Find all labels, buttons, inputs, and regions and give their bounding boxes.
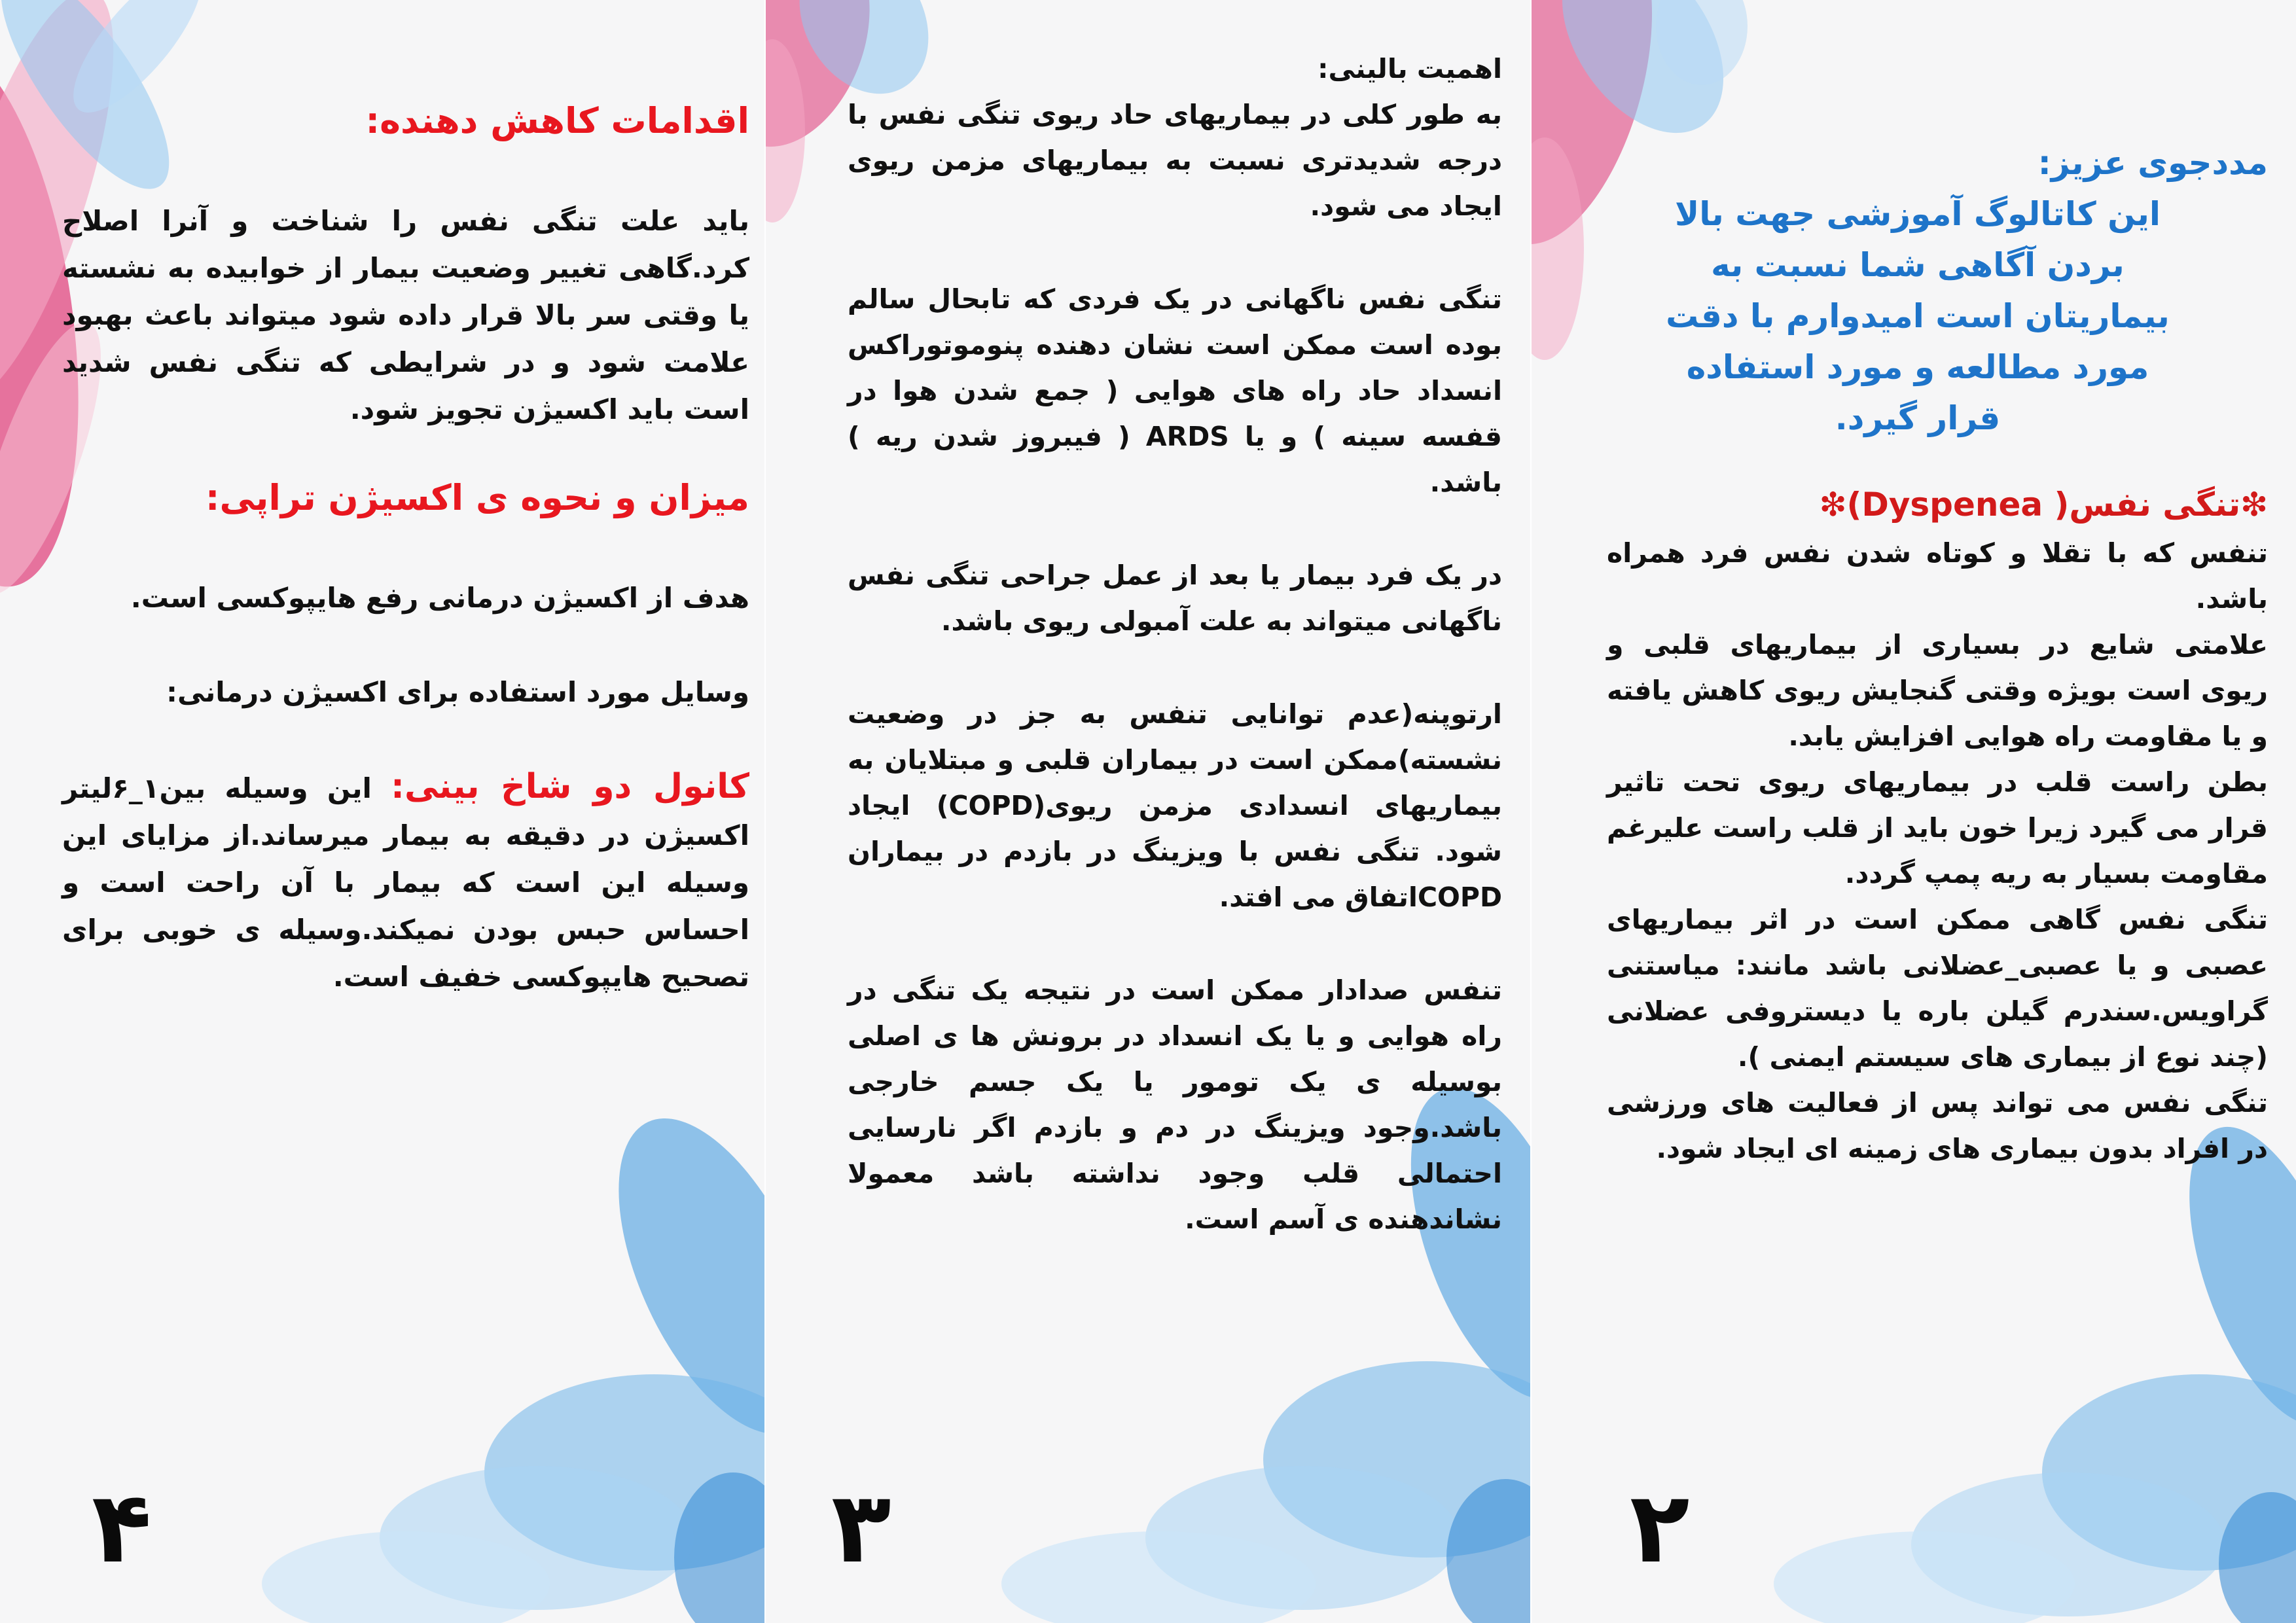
ards-term: ARDS bbox=[1145, 421, 1229, 452]
page-4-panel bbox=[0, 0, 764, 1623]
heading-dyspnea: ❇تنگی نفس( Dyspenea)❇ bbox=[1819, 486, 2268, 524]
paragraph-right-ventricle: بطن راست قلب در بیماریهای ریوی تحت تاثیر قرار می گیرد زیرا خون باید از قلب راست علیرغم مقاومت بسیار به ریه پمپ گردد. bbox=[1607, 766, 2268, 889]
orthopnea-text-2: ) ایجاد شود. تنگی نفس با ویزینگ در بازدم در بیماران bbox=[848, 790, 1502, 867]
greeting-heading: مددجوی عزیز: bbox=[2037, 144, 2268, 182]
paragraph-noisy-breathing: تنفس صدادار ممکن است در نتیجه یک تنگی در راه هوایی و یا یک انسداد در برونش ها ی اصلی بوسیله ی یک تومور یا یک جسم خارجی باشد.وجود ویزینگ در دم و بازدم اگر نارسایی احتمالی قلب وجود نداشته باشد معمولا نشاندهنده ی آسم است. bbox=[848, 974, 1502, 1235]
page-number: ۲ bbox=[1630, 1471, 1690, 1585]
paragraph-reducing-measures: باید علت تنگی نفس را شناخت و آنرا اصلاح کرد.گاهی تغییر وضعیت بیمار از خوابیده به نشسته یا وقتی سر بالا قرار داده شود میتواند باعث بهبود علامت شود و در شرایطی که تنگی نفس شدید است باید اکسیژن تجویز شود. bbox=[62, 205, 749, 425]
paragraph-common-symptom: علامتی شایع در بسیاری از بیماریهای قلبی و ریوی است بویژه وقتی گنجایش ریوی کاهش یافته و یا مقاومت راه هوایی افزایش یابد. bbox=[1607, 629, 2268, 752]
page-number: ۳ bbox=[831, 1471, 891, 1585]
nasal-cannula-text: این وسیله بین۱_۶لیتر اکسیژن در دقیقه به بیمار میرساند.از مزایای این وسیله این است که بیمار با آن راحت است و احساس حبس بودن نمیکند.وسیله ی خوبی برای تصحیح هایپوکسی خفیف است. bbox=[62, 772, 749, 993]
heading-oxygen-therapy: میزان و نحوه ی اکسیژن تراپی: bbox=[205, 477, 749, 518]
paragraph-neuromuscular: تنگی نفس گاهی ممکن است در اثر بیماریهای عصبی و یا عصبی_عضلانی باشد مانند: میاستنی گراویس.سندرم گیلن باره یا دیستروفی عضلانی (چند نوع از بیماری های سیستم ایمنی ). bbox=[1607, 904, 2268, 1073]
paragraph-sudden-dyspnea bbox=[848, 276, 1502, 505]
page-3-panel bbox=[766, 0, 1530, 1623]
paragraph-pulmonary-embolism: در یک فرد بیمار یا بعد از عمل جراحی تنگی نفس ناگهانی میتواند به علت آمبولی ریوی باشد. bbox=[848, 560, 1502, 637]
intro-paragraph: این کاتالوگ آموزشی جهت بالا بردن آگاهی شما نسبت به بیماریتان است امیدوارم با دقت مورد مطالعه و مورد استفاده قرار گیرد. bbox=[1666, 195, 2170, 437]
paragraph-nasal-cannula bbox=[62, 763, 749, 1001]
page-2-panel bbox=[1532, 0, 2296, 1623]
paragraph-acute-vs-chronic: به طور کلی در بیماریهای حاد ریوی تنگی نفس با درجه شدیدتری نسبت به بیماریهای مزمن ریوی ایجاد می شود. bbox=[848, 99, 1502, 222]
copd-term: COPD bbox=[948, 790, 1033, 821]
heading-reducing-measures: اقدامات کاهش دهنده: bbox=[365, 100, 749, 141]
page-number: ۴ bbox=[92, 1471, 152, 1585]
sudden-dyspnea-text-end: ( فیبروز شدن ریه ) باشد. bbox=[848, 421, 1502, 498]
heading-clinical-importance: اهمیت بالینی: bbox=[1318, 53, 1502, 84]
paragraph-exercise: تنگی نفس می تواند پس از فعالیت های ورزشی در افراد بدون بیماری های زمینه ای ایجاد شود. bbox=[1607, 1087, 2268, 1164]
orthopnea-text-3: اتفاق می افتد. bbox=[1219, 882, 1418, 913]
paragraph-definition: تنفس که با تقلا و کوتاه شدن نفس فرد همراه باشد. bbox=[1607, 537, 2268, 615]
paragraph-orthopnea bbox=[848, 691, 1502, 920]
paragraph-oxygen-goal: هدف از اکسیژن درمانی رفع هایپوکسی است. bbox=[130, 582, 749, 614]
copd-term-2: COPD bbox=[1417, 882, 1502, 913]
heading-nasal-cannula: کانول دو شاخ بینی: bbox=[391, 767, 749, 806]
paragraph-oxygen-devices: وسایل مورد استفاده برای اکسیژن درمانی: bbox=[166, 676, 749, 708]
orthopnea-text: ارتوپنه(عدم توانایی تنفس به جز در وضعیت نشسته)ممکن است در بیماران قلبی و مبتلایان به بیماریهای انسدادی مزمن ریوی( bbox=[848, 698, 1502, 821]
sudden-dyspnea-text: تنگی نفس ناگهانی در یک فردی که تابحال سالم بوده است ممکن است نشان دهنده پنوموتوراکس انسداد حاد راه های هوایی ( جمع شدن هوا در قفسه سینه ) و یا bbox=[848, 283, 1503, 452]
